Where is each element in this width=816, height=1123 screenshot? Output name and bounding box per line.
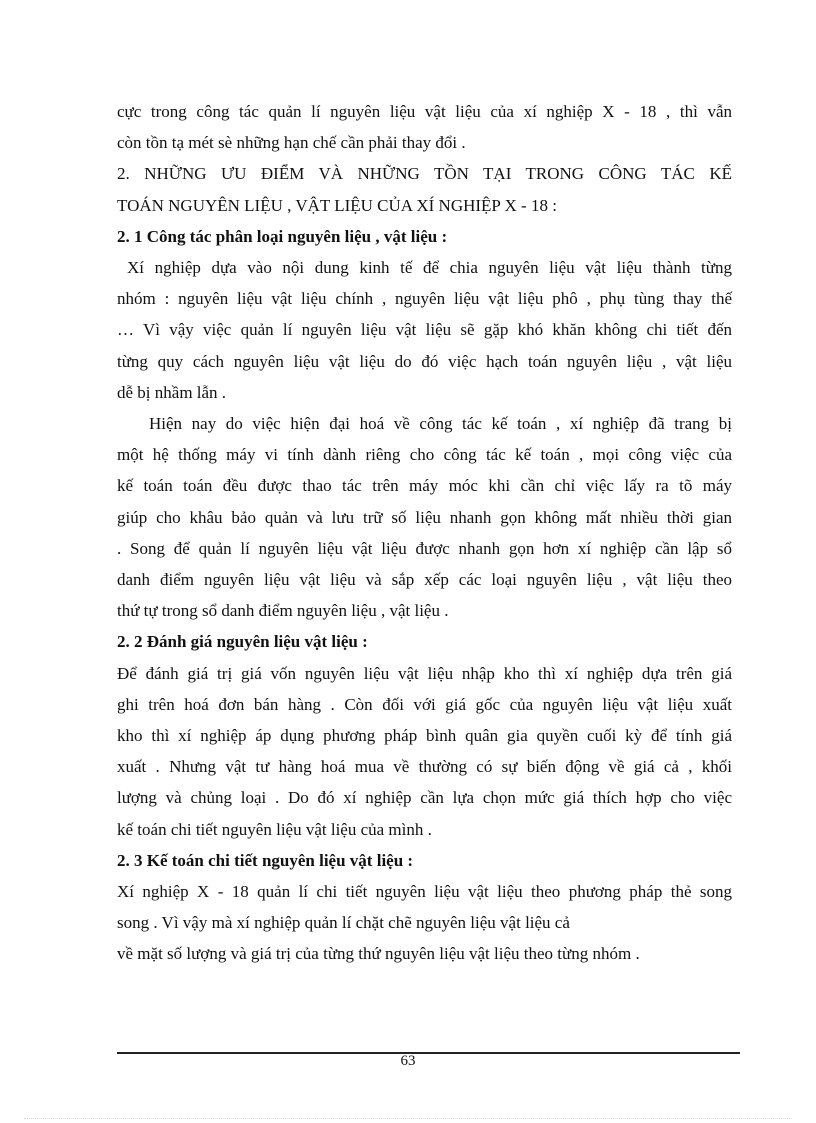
text-line: … Vì vậy việc quản lí nguyên liệu vật liệu sẽ gặp khó khăn không chi tiết đến <box>117 320 732 340</box>
text-line: danh điểm nguyên liệu vật liệu và sắp xếp các loại nguyên liệu , vật liệu theo <box>117 570 732 590</box>
text-line: Hiện nay do việc hiện đại hoá về công tác kế toán , xí nghiệp đã trang bị <box>149 414 732 434</box>
subsection-heading: 2. 2 Đánh giá nguyên liệu vật liệu : <box>117 632 368 652</box>
text-line: kế toán chi tiết nguyên liệu vật liệu của mình . <box>117 819 432 839</box>
text-line: cực trong công tác quản lí nguyên liệu vật liệu của xí nghiệp X - 18 , thì vẫn <box>117 102 732 121</box>
subsection-heading: 2. 1 Công tác phân loại nguyên liệu , vật liệu : <box>117 226 448 246</box>
text-line: từng quy cách nguyên liệu vật liệu do đó việc hạch toán nguyên liệu , vật liệu <box>117 351 732 371</box>
text-line: Xí nghiệp X - 18 quản lí chi tiết nguyên liệu vật liệu theo phương pháp thẻ song <box>117 882 732 902</box>
text-line: kế toán toán đều được thao tác trên máy móc khi cần chỉ việc lấy ra tõ máy <box>117 476 732 496</box>
text-line: về mặt số lượng và giá trị của từng thứ nguyên liệu vật liệu theo từng nhóm . <box>117 944 640 964</box>
text-line: song . Vì vậy mà xí nghiệp quản lí chặt chẽ nguyên liệu vật liệu cả <box>117 913 570 933</box>
text-line: kho thì xí nghiệp áp dụng phương pháp bình quân gia quyền cuối kỳ để tính giá <box>117 726 732 746</box>
section-heading: TOÁN NGUYÊN LIỆU , VẬT LIỆU CỦA XÍ NGHIỆP X - 18 : <box>117 195 557 215</box>
section-heading: 2. NHỮNG ƯU ĐIỂM VÀ NHỮNG TỒN TẠI TRONG CÔNG TÁC KẾ <box>117 164 732 184</box>
text-line: Xí nghiệp dựa vào nội dung kinh tế để chia nguyên liệu vật liệu thành từng <box>127 258 732 278</box>
text-line: thứ tự trong sổ danh điểm nguyên liệu , vật liệu . <box>117 601 449 621</box>
text-line: . Song để quản lí nguyên liệu vật liệu được nhanh gọn hơn xí nghiệp cần lập sổ <box>117 538 732 558</box>
body-text <box>117 96 732 970</box>
text-line: dễ bị nhầm lẫn . <box>117 382 227 402</box>
text-line: giúp cho khâu bảo quản và lưu trữ số liệu nhanh gọn không mất nhiều thời gian <box>117 507 732 527</box>
text-line: ghi trên hoá đơn bán hàng . Còn đối với giá gốc của nguyên liệu vật liệu xuất <box>117 694 732 714</box>
text-line: một hệ thống máy vi tính dành riêng cho công tác kế toán , mọi công việc của <box>117 445 732 465</box>
text-line: Để đánh giá trị giá vốn nguyên liệu vật liệu nhập kho thì xí nghiệp dựa trên giá <box>117 663 732 683</box>
text-line: còn tồn tạ mét sè những hạn chế cần phải thay đổi . <box>117 133 466 153</box>
subsection-heading: 2. 3 Kế toán chi tiết nguyên liệu vật liệu : <box>117 850 414 870</box>
text-line: nhóm : nguyên liệu vật liệu chính , nguyên liệu vật liệu phô , phụ tùng thay thế <box>117 289 732 309</box>
page-bottom-edge <box>24 1118 792 1119</box>
text-line: xuất . Nhưng vật tư hàng hoá mua về thường có sự biến động về giá cả , khối <box>117 757 732 777</box>
page-number: 63 <box>400 1053 416 1069</box>
text-line: lượng và chủng loại . Do đó xí nghiệp cần lựa chọn mức giá thích hợp cho việc <box>117 788 732 808</box>
